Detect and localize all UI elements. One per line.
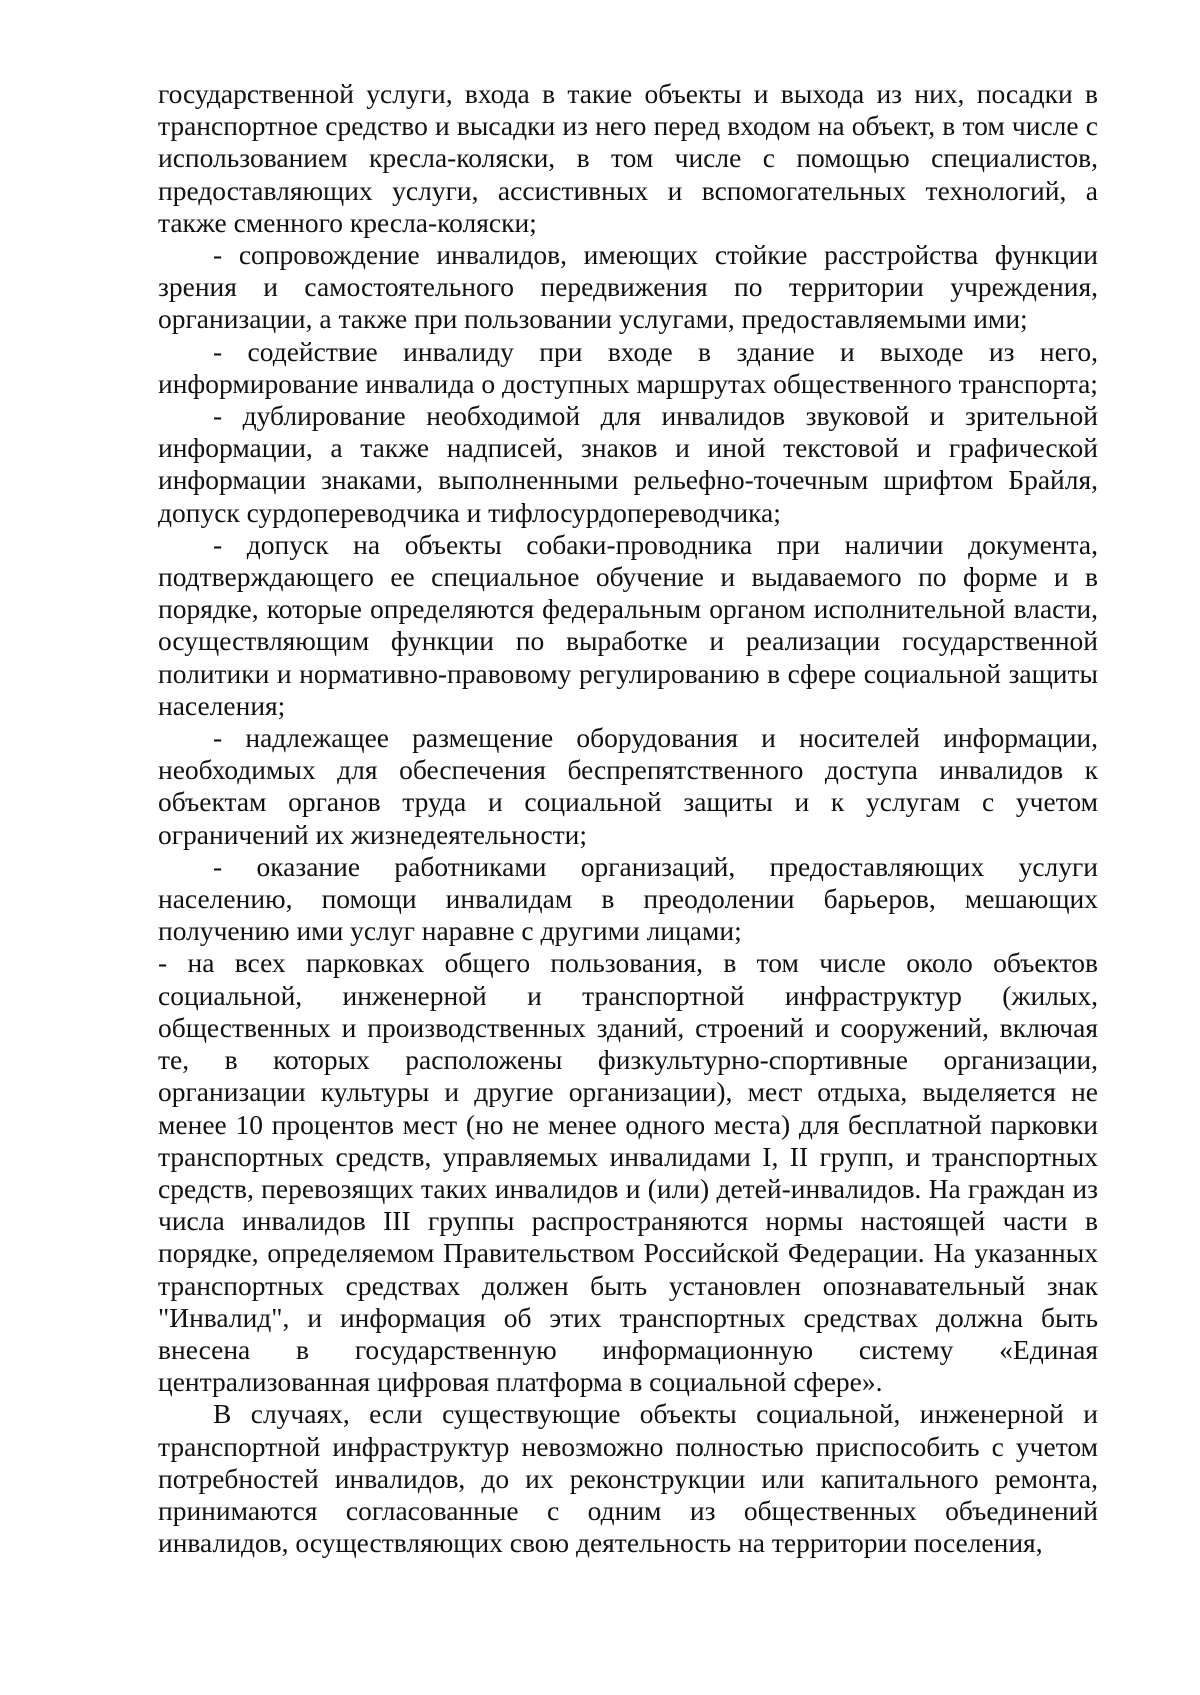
paragraph-guide-dog-admission: - допуск на объекты собаки-проводника при наличии документа, подтверждающего ее специальное обучение и выдаваемого по форме и в порядке, которые определяются федеральным органом исполнительной власти, осуществляющим функции по выработке и реализации государственной политики и нормативно-правовому регулированию в сфере социальной защиты населения;	[158, 528, 1098, 721]
paragraph-infrastructure-cases: В случаях, если существующие объекты социальной, инженерной и транспортной инфраструктур невозможно полностью приспособить с учетом потребностей инвалидов, до их реконструкции или капитального ремонта, принимаются согласованные с одним из общественных объединений инвалидов, осуществляющих свою деятельность на территории поселения,	[158, 1398, 1098, 1559]
paragraph-state-service-access: государственной услуги, входа в такие объекты и выхода из них, посадки в транспортное средство и высадки из него перед входом на объект, в том числе с использованием кресла-коляски, в том числе с помощью специалистов, предоставляющих услуги, ассистивных и вспомогательных технологий, а также сменного кресла-коляски;	[158, 78, 1098, 238]
paragraph-equipment-placement: - надлежащее размещение оборудования и носителей информации, необходимых для обеспечения беспрепятственного доступа инвалидов к объектам органов труда и социальной защиты и к услугам с учетом ограничений их жизнедеятельности;	[158, 722, 1098, 850]
paragraph-visual-impairment-escort: - сопровождение инвалидов, имеющих стойкие расстройства функции зрения и самостоятельного передвижения по территории учреждения, организации, а также при пользовании услугами, предоставляемыми ими;	[158, 239, 1098, 335]
paragraph-entry-assistance: - содействие инвалиду при входе в здание и выходе из него, информирование инвалида о доступных маршрутах общественного транспорта;	[158, 335, 1098, 399]
paragraph-staff-assistance: - оказание работниками организаций, предоставляющих услуги населению, помощи инвалидам в преодолении барьеров, мешающих получению ими услуг наравне с другими лицами;	[158, 850, 1098, 947]
paragraph-parking-spaces: - на всех парковках общего пользования, в том числе около объектов социальной, инженерной и транспортной инфраструктур (жилых, общественных и производственных зданий, строений и сооружений, включая те, в которых расположены физкультурно-спортивные организации, организации культуры и другие организации), мест отдыха, выделяется не менее 10 процентов мест (но не менее одного места) для бесплатной парковки транспортных средств, управляемых инвалидами I, II групп, и транспортных средств, перевозящих таких инвалидов и (или) детей-инвалидов. На граждан из числа инвалидов III группы распространяются нормы настоящей части в порядке, определяемом Правительством Российской Федерации. На указанных транспортных средствах должен быть установлен опознавательный знак "Инвалид", и информация об этих транспортных средствах должна быть внесена в государственную информационную систему «Единая централизованная цифровая платформа в социальной сфере».	[158, 947, 1098, 1398]
document-body	[158, 78, 1098, 1559]
paragraph-information-duplication: - дублирование необходимой для инвалидов звуковой и зрительной информации, а также надписей, знаков и иной текстовой и графической информации знаками, выполненными рельефно-точечным шрифтом Брайля, допуск сурдопереводчика и тифлосурдопереводчика;	[158, 400, 1098, 528]
